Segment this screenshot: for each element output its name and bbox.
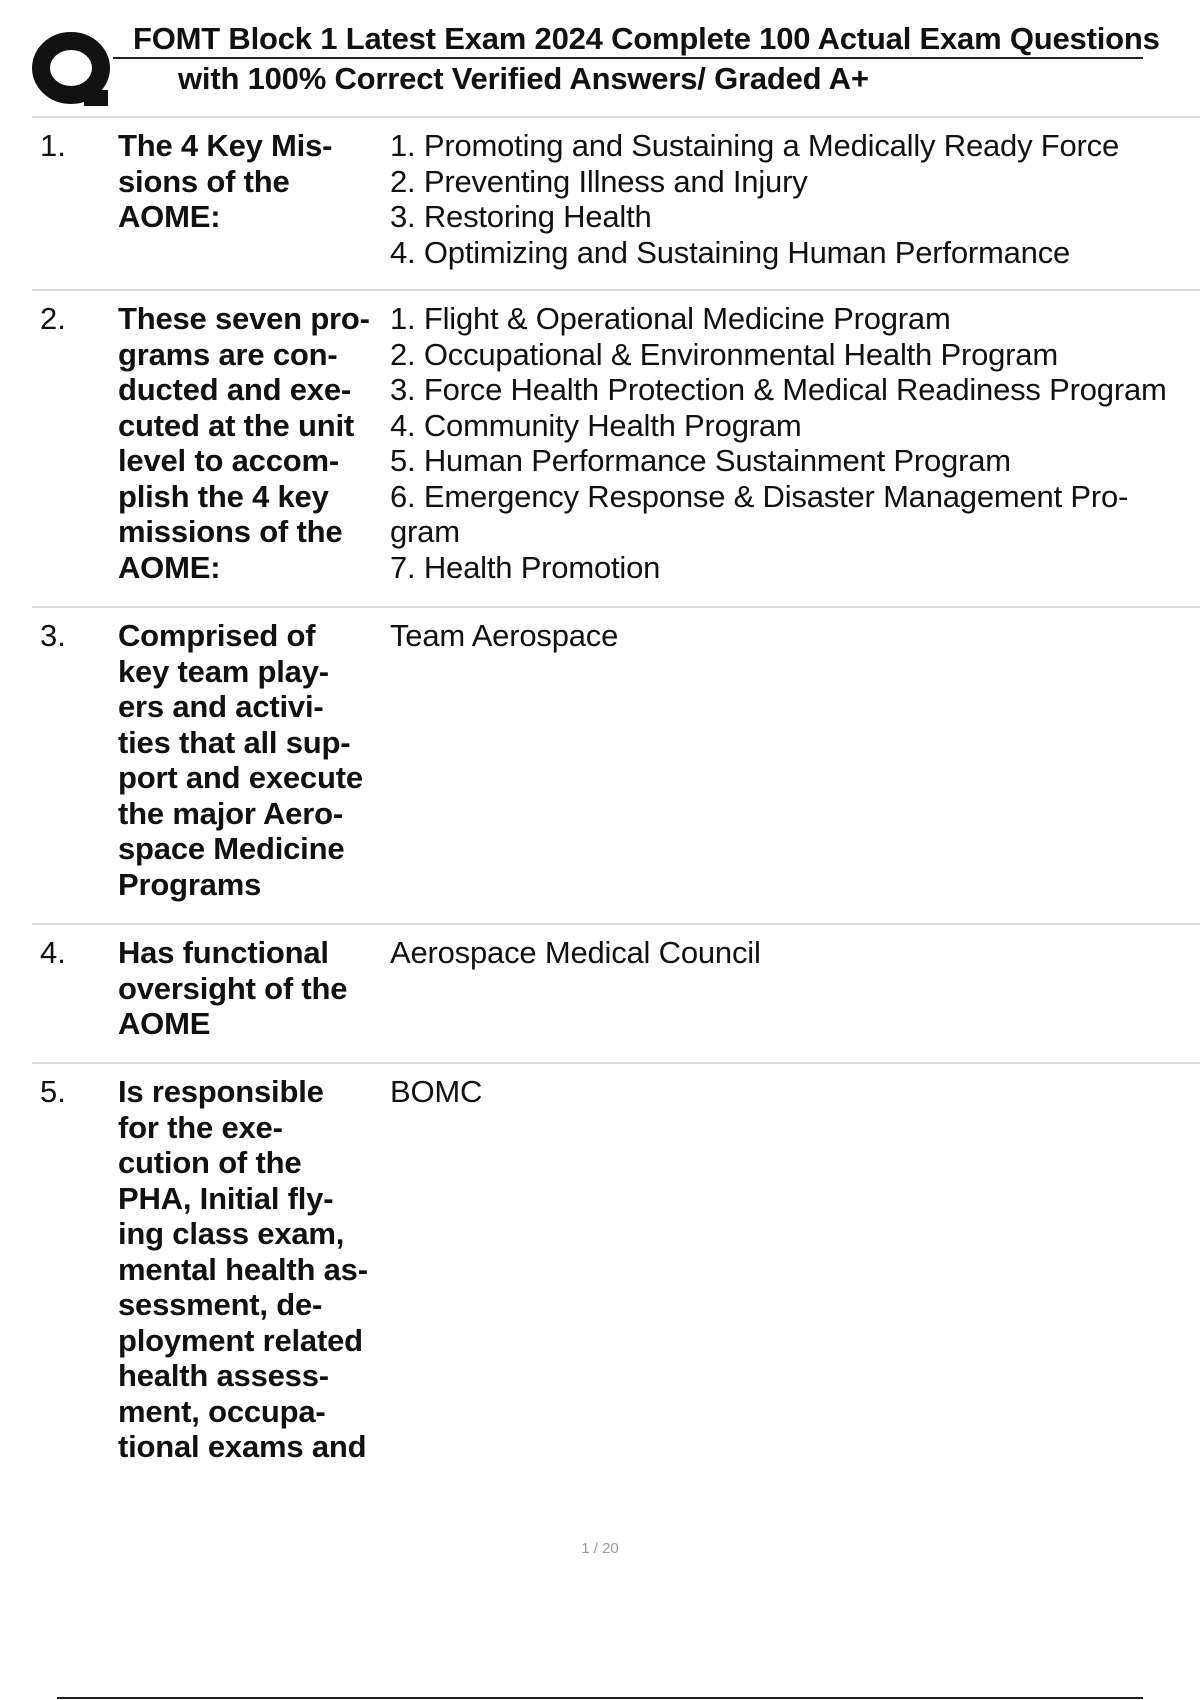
document-title-line-2: with 100% Correct Verified Answers/ Graded A+ xyxy=(178,61,869,96)
question-number: 2. xyxy=(40,301,66,336)
page-number: 1 / 20 xyxy=(581,1540,619,1557)
question-text: Is responsible for the exe- cution of the PHA, Initial fly- ing class exam, mental health as- sessment, de- ployment related health assess- ment, occupa- tional exams and xyxy=(118,1074,368,1464)
answer-text: Aerospace Medical Council xyxy=(390,935,761,970)
question-answer-list xyxy=(32,116,1200,1482)
answer-text: Team Aerospace xyxy=(390,618,619,653)
qa-row xyxy=(32,923,1200,1062)
question-text: These seven pro- grams are con- ducted and exe- cuted at the unit level to accom- plish the 4 key missions of the AOME: xyxy=(118,301,370,585)
question-number: 1. xyxy=(40,128,66,163)
answer-text: 1. Flight & Operational Medicine Program 2. Occupational & Environmental Health Program 3. Force Health Protection & Medical Readiness Program 4. Community Health Program 5. Human Performance Sustainment Program 6. Emergency Response & Disaster Management Pro- gram 7. Health Promotion xyxy=(390,301,1167,585)
footer-rule xyxy=(57,1697,1143,1699)
qa-row xyxy=(32,116,1200,289)
document-title-line-1: FOMT Block 1 Latest Exam 2024 Complete 100 Actual Exam Questions xyxy=(133,21,1160,56)
question-text: Has functional oversight of the AOME xyxy=(118,935,348,1041)
q-logo-icon xyxy=(32,28,112,112)
question-text: Comprised of key team play- ers and activi- ties that all sup- port and execute the major Aero- space Medicine Programs xyxy=(118,618,363,902)
question-number: 3. xyxy=(40,618,66,653)
qa-row xyxy=(32,1062,1200,1482)
qa-row xyxy=(32,289,1200,606)
question-text: The 4 Key Mis- sions of the AOME: xyxy=(118,128,333,234)
qa-row xyxy=(32,606,1200,923)
answer-text: 1. Promoting and Sustaining a Medically Ready Force 2. Preventing Illness and Injury 3. Restoring Health 4. Optimizing and Sustaining Human Performance xyxy=(390,128,1120,270)
question-number: 4. xyxy=(40,935,66,970)
answer-text: BOMC xyxy=(390,1074,483,1109)
question-number: 5. xyxy=(40,1074,66,1109)
